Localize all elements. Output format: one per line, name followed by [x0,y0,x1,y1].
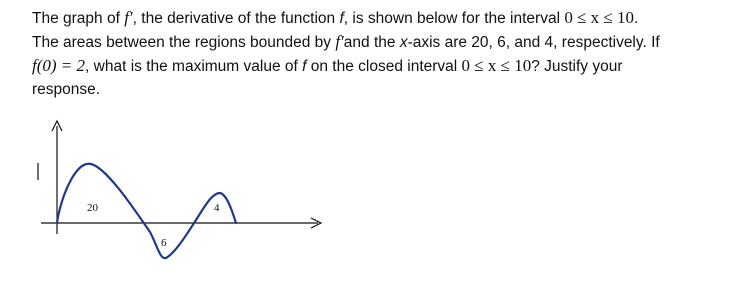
text-segment: on the closed interval [306,58,462,75]
problem-statement [32,6,747,101]
text-segment: , what is the maximum value of [85,58,303,75]
problem-line-3 [32,54,747,78]
problem-line-1 [32,6,747,30]
f-prime-curve [57,164,236,258]
interval-expression: 0 ≤ x ≤ 10 [564,8,634,27]
interval-expression: 0 ≤ x ≤ 10 [461,56,532,75]
text-segment: The graph of [32,10,125,27]
region-area-label-2: 6 [161,237,167,249]
problem-line-4: response. [32,81,101,98]
problem-line-2 [32,30,747,54]
text-segment: , the derivative of the function [132,10,340,27]
text-segment: , is shown below for the interval [343,10,565,27]
region-area-label-3: 4 [214,202,220,214]
x-axis-arrow [311,218,321,228]
f-symbol: f [339,10,344,27]
x-symbol: x [399,34,408,51]
f-prime-symbol: f′ [124,8,133,27]
text-segment: -axis are 20, 6, and 4, respectively. If [407,34,660,51]
text-segment: and the [343,34,400,51]
text-segment: ? Justify your [531,58,623,75]
region-area-label-1: 20 [87,202,98,214]
initial-condition: f(0) = 2 [32,56,86,75]
f-prime-symbol: f′ [335,32,344,51]
y-axis-arrow [52,121,62,131]
text-segment: . [634,10,639,27]
f-symbol: f [302,58,307,75]
text-segment: The areas between the regions bounded by [32,34,336,51]
